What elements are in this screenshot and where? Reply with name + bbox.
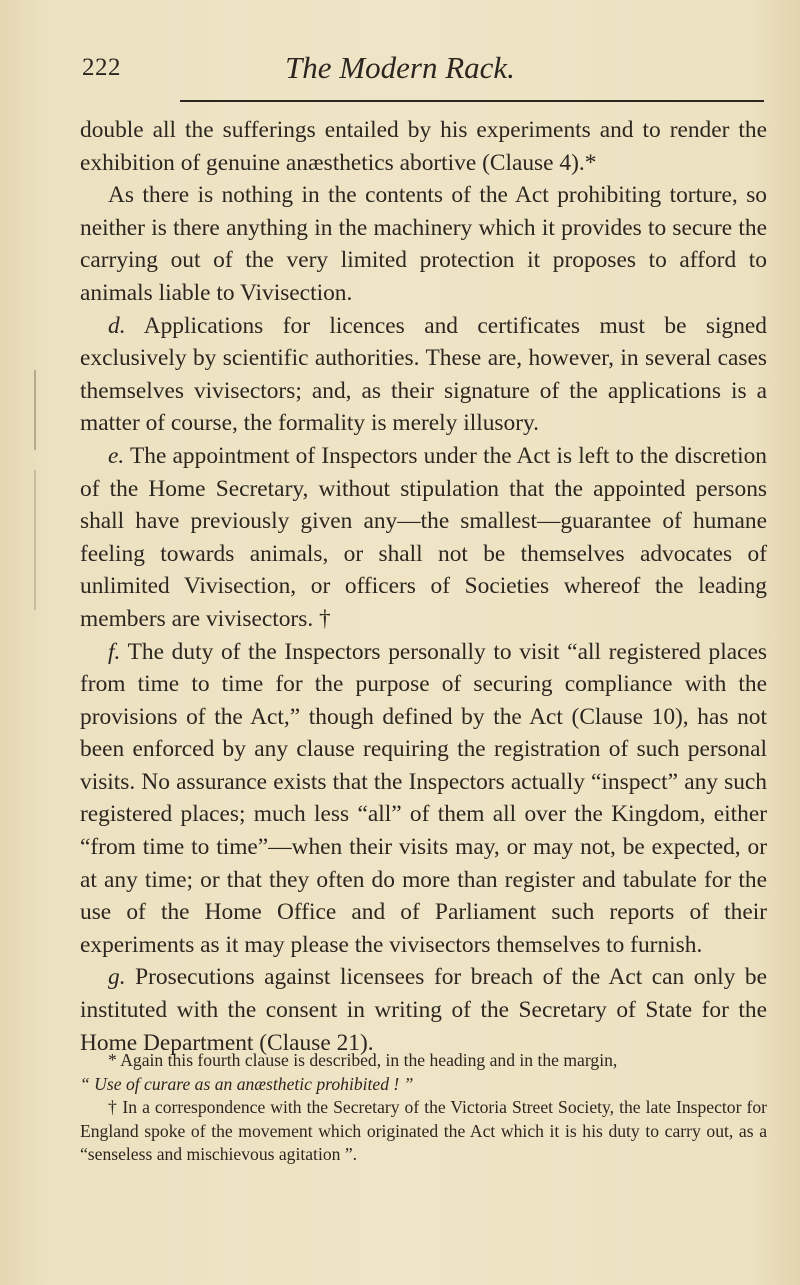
paragraph-marker: g. <box>108 964 126 991</box>
paragraph-marker: d. <box>108 312 126 339</box>
running-title: The Modern Rack. <box>285 50 515 85</box>
page-number: 222 <box>82 54 121 81</box>
paragraph <box>80 440 767 636</box>
footnote-lead: * Again this fourth clause is described, in the heading and in the margin, <box>108 1050 618 1070</box>
binding-shadow-mark <box>34 470 36 610</box>
paragraph <box>80 636 767 962</box>
paragraph-text: The appointment of Inspectors under the Act is left to the discretion of the Home Secretary, without stipulation that the appointed persons shall have previously given any—the smallest—guarantee of humane feeling towards animals, or shall not be themselves advocates of unlimited Vivisection, or officers of Societies whereof the leading members are vivisectors. † <box>80 442 767 632</box>
paragraph-text: Applications for licences and certificates must be signed exclusively by scientific authorities. These are, however, in several cases themselves vivisectors; and, as their signature of the applications is a matter of course, the formality is merely illusory. <box>80 312 768 437</box>
paragraph <box>80 310 767 440</box>
binding-shadow-mark <box>34 370 36 450</box>
paragraph-marker: e. <box>108 442 125 469</box>
paragraph: double all the sufferings entailed by his experiments and to render the exhibition of genuine anæsthetics abortive (Clause 4).* <box>80 117 767 176</box>
body-text <box>80 114 767 1059</box>
paragraph-text: The duty of the Inspectors personally to visit “all registered places from time to time for the purpose of securing compliance with the provisions of the Act,” though defined by the Act (Clause 10), has not been enforced by any clause requiring the registration of such personal visits. No assurance exists that the Inspectors actually “inspect” any such registered places; much less “all” of them all over the Kingdom, either “from time to time”—when their visits may, or may not, be expected, or at any time; or that they often do more than register and tabulate for the use of the Home Office and of Parliament such reports of their experiments as it may please the vivisectors themselves to furnish. <box>80 638 767 958</box>
paragraph: As there is nothing in the contents of the Act prohibiting torture, so neither is there anything in the machinery which it provides to secure the carrying out of the very limited protection it proposes to afford to animals liable to Vivisection. <box>80 182 767 306</box>
footnote: † In a correspondence with the Secretary of the Victoria Street Society, the late Inspector for England spoke of the movement which originated the Act which it is his duty to carry out, as a “senseless and mischievous agitation ”. <box>80 1097 767 1165</box>
page-header <box>0 42 800 92</box>
footnote-quote: “ Use of curare as an anæsthetic prohibited ! ” <box>80 1073 414 1094</box>
paragraph-marker: f. <box>108 638 121 665</box>
paragraph <box>80 961 767 1059</box>
footnotes <box>80 1049 767 1167</box>
paragraph-text: Prosecutions against licensees for breach of the Act can only be instituted with the consent in writing of the Secretary of State for the Home Department (Clause 21). <box>80 964 767 1056</box>
header-rule <box>180 100 764 102</box>
